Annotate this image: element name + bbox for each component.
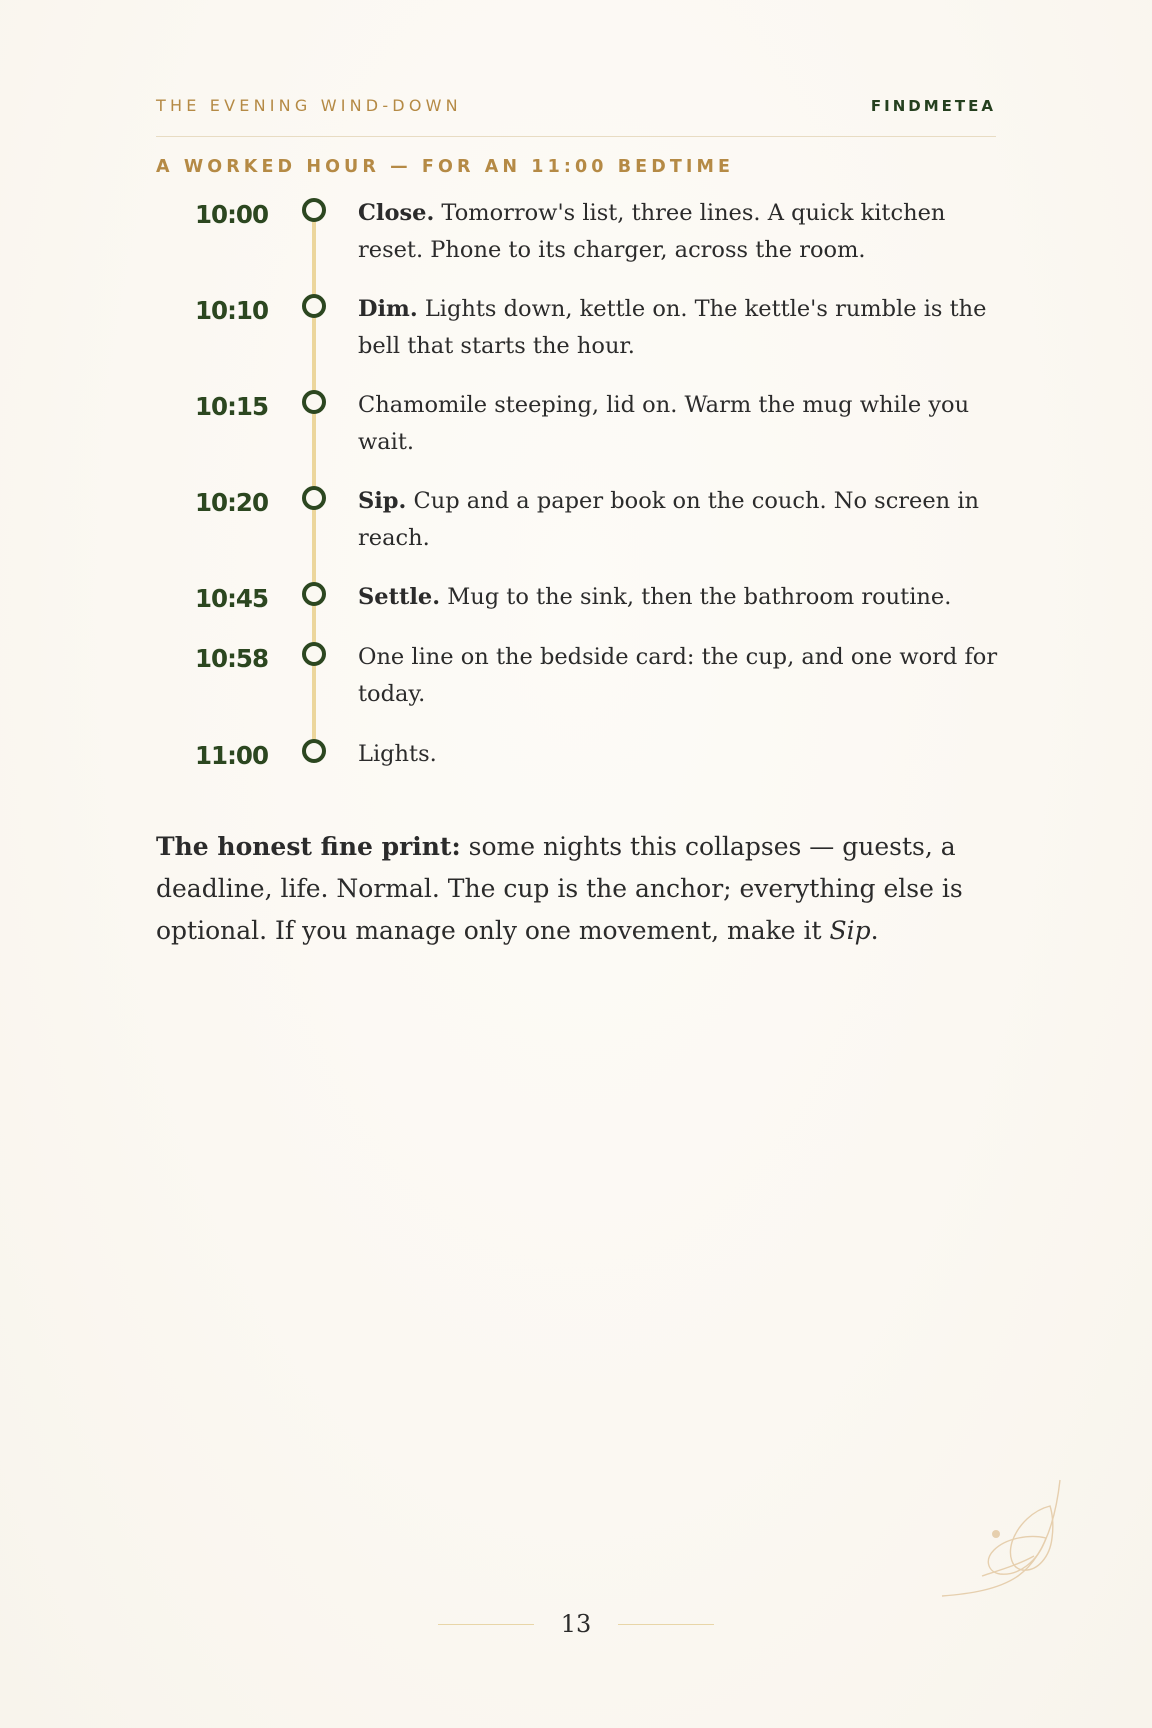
fine-print-tail: . (870, 916, 879, 945)
fine-print-lead: The honest fine print: (156, 832, 461, 861)
timeline-lead: Close. (358, 200, 435, 226)
timeline-time: 10:10 (195, 296, 268, 325)
timeline-time: 10:58 (195, 644, 268, 673)
circle-marker-icon (302, 486, 326, 510)
brand-name: FINDMETEA (870, 97, 996, 115)
timeline-text (358, 483, 998, 557)
timeline-time: 11:00 (195, 741, 268, 770)
leaf-ornament-icon (938, 1476, 1064, 1602)
fine-print-emphasis: Sip (829, 916, 871, 945)
circle-marker-icon (302, 390, 326, 414)
timeline-text (358, 291, 998, 365)
footer-rule (618, 1624, 714, 1625)
timeline-lead: Dim. (358, 296, 418, 322)
timeline-time: 10:00 (195, 200, 268, 229)
footer-rule (438, 1624, 534, 1625)
timeline-lead: Settle. (358, 584, 441, 610)
timeline-time: 10:15 (195, 392, 268, 421)
fine-print-body: some nights this collapses — guests, a deadline, life. Normal. The cup is the anchor; everything else is optional. If you manage only one movement, make it (156, 832, 963, 945)
chapter-title: THE EVENING WIND-DOWN (156, 96, 462, 115)
timeline-text (358, 387, 998, 461)
running-header (156, 96, 996, 120)
timeline-text (358, 736, 998, 773)
section-label: A WORKED HOUR — FOR AN 11:00 BEDTIME (156, 157, 735, 177)
circle-marker-icon (302, 198, 326, 222)
timeline-time: 10:20 (195, 488, 268, 517)
timeline-body: Cup and a paper book on the couch. No screen in reach. (358, 488, 980, 551)
timeline-lead: Sip. (358, 488, 407, 514)
timeline-text (358, 195, 998, 269)
circle-marker-icon (302, 294, 326, 318)
circle-marker-icon (302, 642, 326, 666)
header-divider (156, 136, 996, 137)
fine-print-paragraph (156, 826, 1006, 952)
timeline-body: Lights down, kettle on. The kettle's rumble is the bell that starts the hour. (358, 296, 987, 359)
timeline-line (312, 205, 316, 755)
circle-marker-icon (302, 739, 326, 763)
timeline-body: Chamomile steeping, lid on. Warm the mug while you wait. (358, 392, 970, 455)
timeline-text (358, 579, 998, 616)
timeline-text (358, 639, 998, 713)
page-footer (0, 1612, 1152, 1642)
timeline-time: 10:45 (195, 584, 268, 613)
circle-marker-icon (302, 582, 326, 606)
timeline-body: Tomorrow's list, three lines. A quick kitchen reset. Phone to its charger, across the room. (358, 200, 946, 263)
timeline-body: One line on the bedside card: the cup, and one word for today. (358, 644, 998, 707)
timeline-body: Lights. (358, 741, 437, 767)
page-number: 13 (560, 1610, 592, 1638)
timeline-body: Mug to the sink, then the bathroom routine. (440, 584, 952, 610)
